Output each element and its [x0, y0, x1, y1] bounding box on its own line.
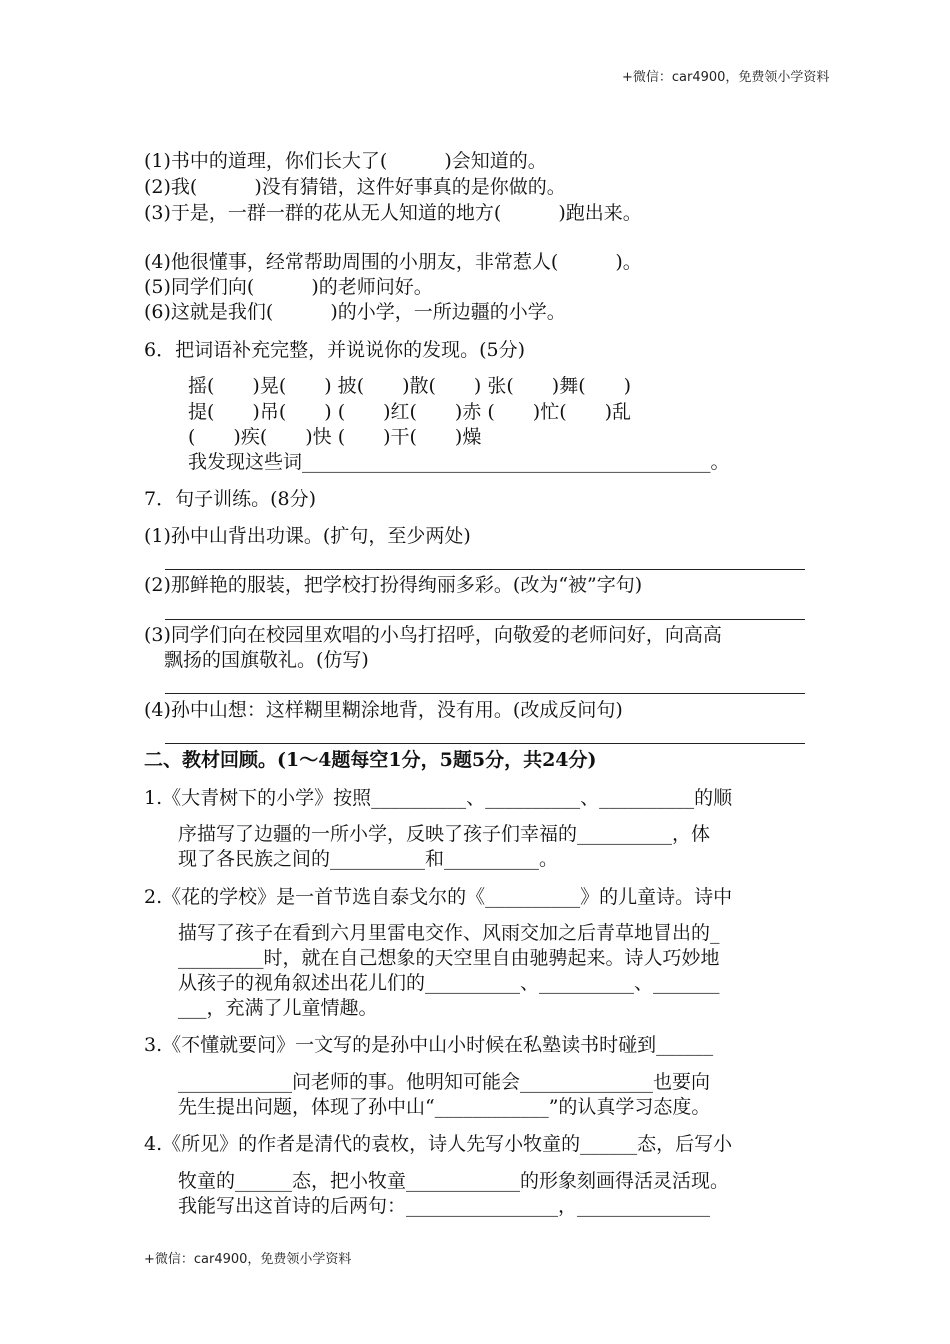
answer-line-2	[165, 619, 805, 620]
s2-line-2: 序描写了边疆的一所小学，反映了孩子们幸福的__________，体	[178, 823, 711, 845]
fill-item-4: (4)他很懂事，经常帮助周围的小朋友，非常惹人( )。	[144, 251, 642, 273]
watermark-bottom: +微信：car4900，免费领小学资料	[144, 1252, 352, 1267]
fill-item-3: (3)于是，一群一群的花从无人知道的地方( )跑出来。	[144, 202, 642, 224]
q6-row-2: 提( )吊( ) ( )红( )赤 ( )忙( )乱	[188, 401, 632, 423]
answer-line-1	[165, 569, 805, 570]
q6-discover: 我发现这些词___________________________________________。	[188, 451, 730, 473]
fill-item-5: (5)同学们向( )的老师问好。	[144, 276, 433, 298]
watermark-top: +微信：car4900，免费领小学资料	[622, 70, 830, 85]
fill-item-6: (6)这就是我们( )的小学，一所边疆的小学。	[144, 301, 566, 323]
q7-item-3-cont: 飘扬的国旗敬礼。(仿写)	[164, 649, 369, 671]
s2-line-1: 1.《大青树下的小学》按照__________、__________、__________的顺	[144, 787, 733, 809]
s2-line-7: 从孩子的视角叙述出花儿们的__________、__________、_______	[178, 972, 720, 994]
s2-line-10: ____________问老师的事。他明知可能会______________也要向	[178, 1071, 711, 1093]
s2-line-9: 3.《不懂就要问》一文写的是孙中山小时候在私塾读书时碰到______	[144, 1034, 714, 1056]
s2-line-8: ___，充满了儿童情趣。	[178, 997, 378, 1019]
q7-title: 7．句子训练。(8分)	[144, 488, 317, 510]
q6-row-1: 摇( )晃( ) 披( )散( ) 张( )舞( )	[188, 375, 632, 397]
s2-line-6: _________时，就在自己想象的天空里自由驰骋起来。诗人巧妙地	[178, 947, 720, 969]
s2-line-13: 牧童的______态，把小牧童____________的形象刻画得活灵活现。	[178, 1170, 730, 1192]
s2-line-3: 现了各民族之间的__________和__________。	[178, 848, 559, 870]
fill-item-1: (1)书中的道理，你们长大了( )会知道的。	[144, 150, 547, 172]
q6-title: 6．把词语补充完整，并说说你的发现。(5分)	[144, 339, 526, 361]
q7-item-3: (3)同学们向在校园里欢唱的小鸟打招呼，向敬爱的老师问好，向高高	[144, 624, 722, 646]
q7-item-2: (2)那鲜艳的服装，把学校打扮得绚丽多彩。(改为“被”字句)	[144, 574, 643, 596]
section-2-title: 二、教材回顾。(1～4题每空1分，5题5分，共24分)	[144, 749, 597, 771]
s2-line-12: 4.《所见》的作者是清代的袁枚，诗人先写小牧童的______态，后写小	[144, 1133, 733, 1155]
fill-item-2: (2)我( )没有猜错，这件好事真的是你做的。	[144, 176, 566, 198]
s2-line-14: 我能写出这首诗的后两句：________________，______________	[178, 1195, 711, 1217]
s2-line-5: 描写了孩子在看到六月里雷电交作、风雨交加之后青草地冒出的_	[178, 922, 720, 944]
q7-item-1: (1)孙中山背出功课。(扩句，至少两处)	[144, 525, 471, 547]
s2-line-11: 先生提出问题，体现了孙中山“____________”的认真学习态度。	[178, 1096, 711, 1118]
q6-row-3: ( )疾( )快 ( )干( )燥	[188, 426, 482, 448]
answer-line-3	[165, 693, 805, 694]
answer-line-4	[165, 743, 805, 744]
q7-item-4: (4)孙中山想：这样糊里糊涂地背，没有用。(改成反问句)	[144, 699, 623, 721]
s2-line-4: 2.《花的学校》是一首节选自泰戈尔的《__________》的儿童诗。诗中	[144, 886, 733, 908]
